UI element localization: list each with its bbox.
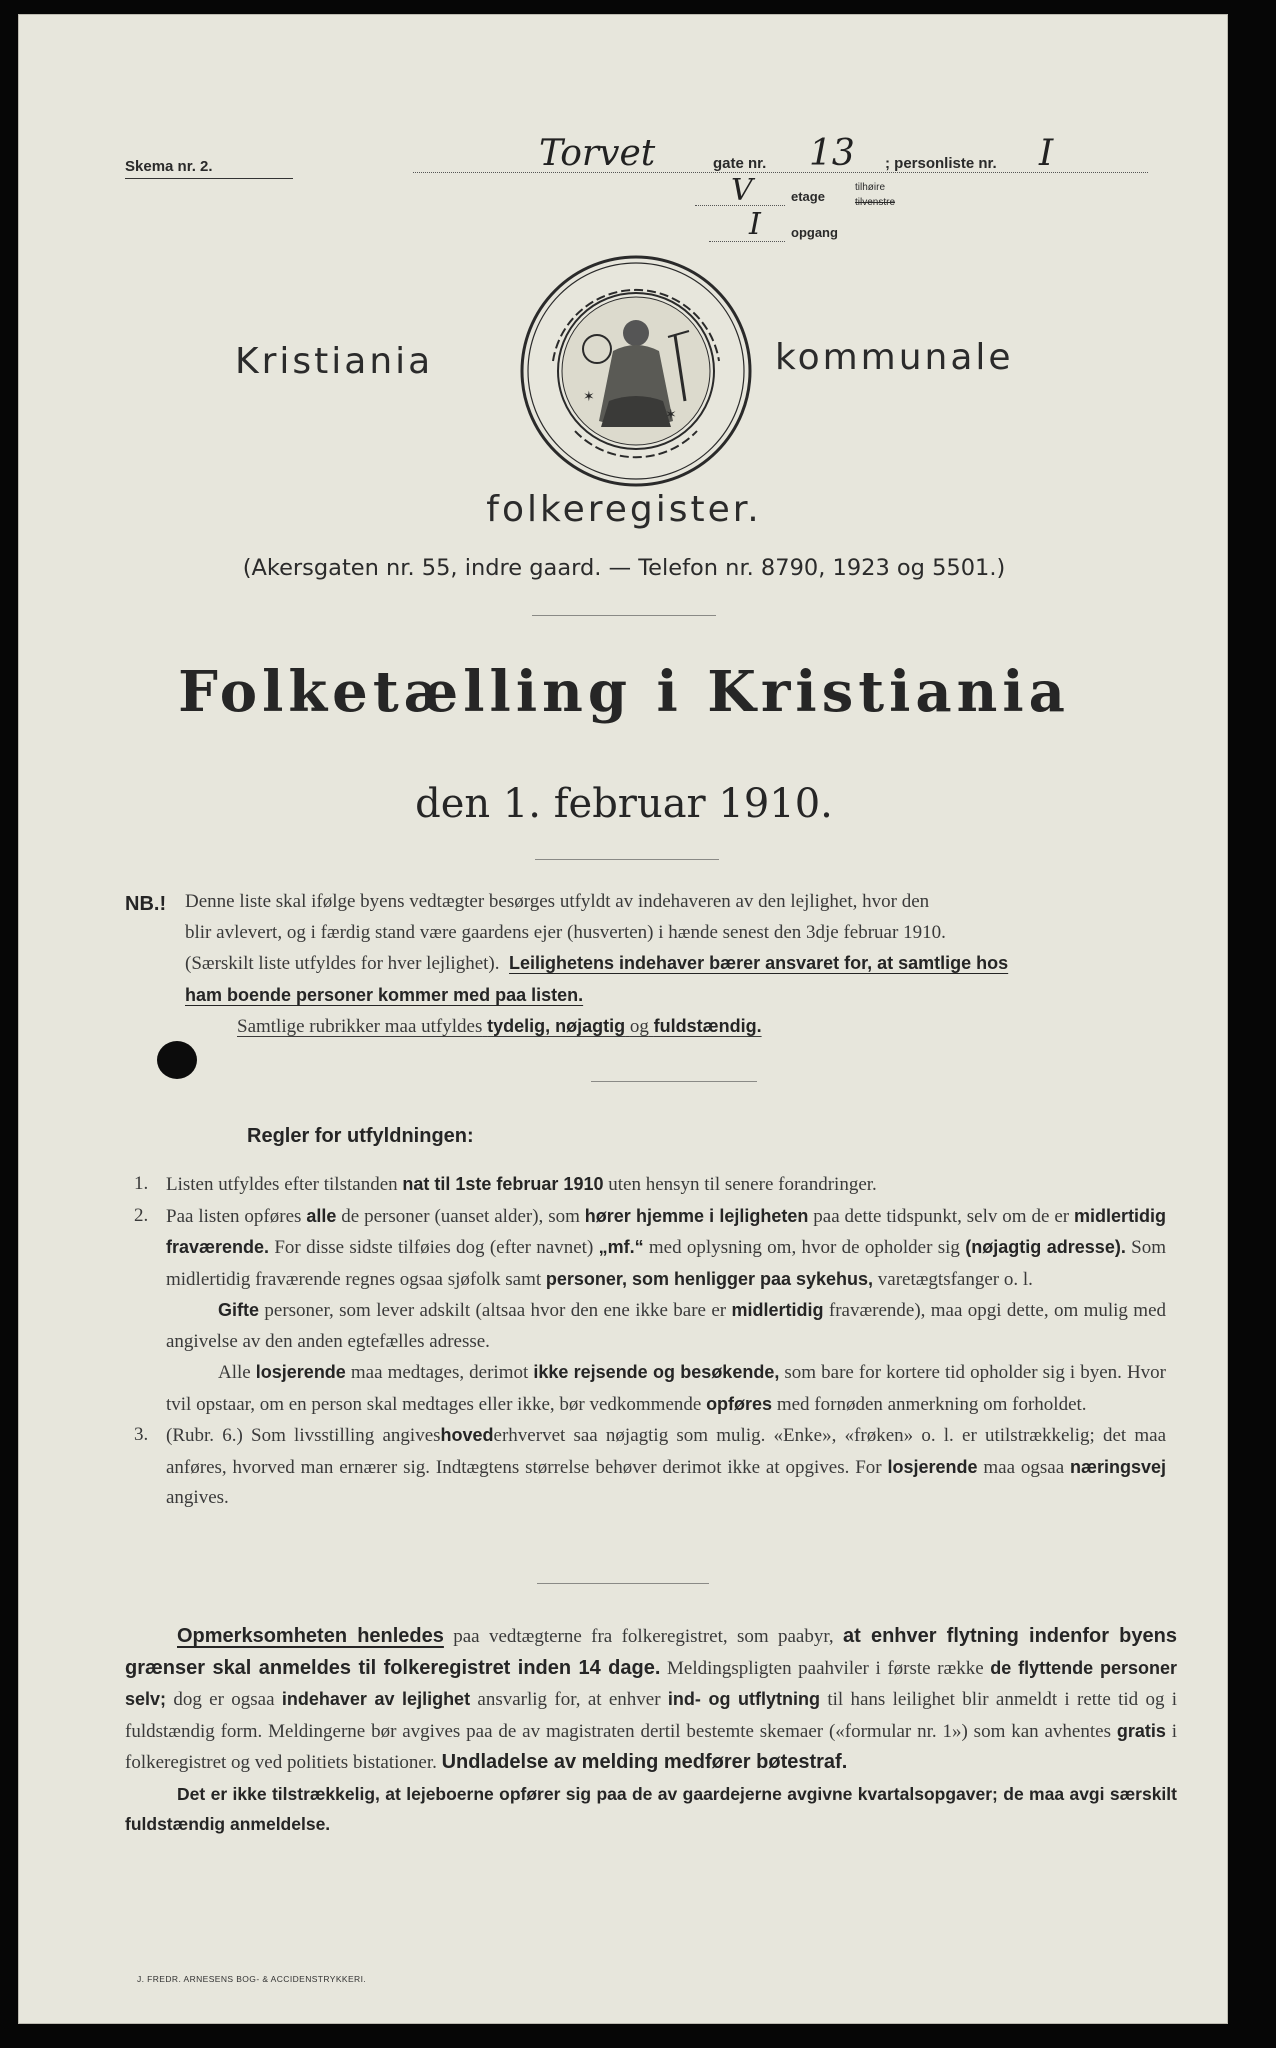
- rule-bold: hoved: [440, 1425, 494, 1445]
- etage-label: etage: [791, 189, 825, 204]
- rule-bold: (nøjagtig adresse).: [965, 1237, 1126, 1257]
- notice-bold: Opmerksomheten henledes: [177, 1625, 444, 1647]
- rule-text: fraværende), maa opgi dette, om mulig med angivelse av den anden egtefælles adresse.: [166, 1300, 1167, 1352]
- rule-number: 1.: [134, 1173, 149, 1194]
- register-address: (Akersgaten nr. 55, indre gaard. — Telefon nr. 8790, 1923 og 5501.): [242, 555, 1006, 581]
- notice-bold: Undladelse av melding medfører bøtestraf.: [441, 1751, 848, 1773]
- rule-text: Paa listen opføres: [166, 1205, 302, 1227]
- rule-text: paa dette tidspunkt, selv om de er: [813, 1205, 1070, 1227]
- rule-text: uten hensyn til senere forandringer.: [608, 1174, 877, 1195]
- rule-bold: „mf.“: [598, 1237, 644, 1257]
- nb-bold: Leilighetens indehaver bærer ansvaret for, at samtlige hos: [509, 953, 1009, 973]
- personliste-label: ; personliste nr.: [885, 155, 997, 172]
- rule-2: [134, 1201, 1167, 1296]
- rule-text: med fornøden anmerkning om forholdet.: [776, 1393, 1087, 1415]
- rule-text: maa ogsaa: [983, 1456, 1065, 1478]
- rule-text: med oplysning om, hvor de opholder sig: [648, 1237, 960, 1258]
- census-form-page: [18, 14, 1228, 2024]
- rules-heading: Regler for utfyldningen:: [247, 1125, 474, 1147]
- rule-bold: hører hjemme i lejligheten: [584, 1205, 809, 1226]
- nb-bold: ham boende personer kommer med paa listen.: [185, 984, 584, 1005]
- ink-blot: [157, 1041, 197, 1079]
- svg-text:✶: ✶: [583, 389, 595, 405]
- etage-value: V: [731, 173, 753, 208]
- rules-list: [134, 1169, 1167, 1514]
- rule-bold: Gifte: [218, 1300, 260, 1320]
- nb-line: [185, 980, 1113, 1012]
- divider: [537, 1583, 709, 1584]
- title-kommunale: kommunale: [775, 337, 1014, 378]
- nb-text: og: [629, 1016, 649, 1037]
- notice-paragraph: [125, 1621, 1177, 1840]
- svg-text:✶: ✶: [665, 407, 677, 423]
- notice-bold: de flyttende personer selv;: [125, 1657, 1177, 1709]
- notice-text: ansvarlig for, at enhver: [477, 1689, 661, 1710]
- rule-text: Alle: [218, 1362, 251, 1383]
- title-kristiania: Kristiania: [235, 341, 434, 382]
- nb-paragraph: [185, 887, 1113, 1043]
- rule-2-married: [166, 1295, 1166, 1357]
- personliste-value: I: [1039, 133, 1054, 174]
- notice-lodgers: Det er ikke tilstrækkelig, at lejeboerne opfører sig paa de av gaardejerne avgivne kvartalsopgaver; de maa avgi særskilt fuldstændig anmeldelse.: [125, 1783, 1177, 1834]
- notice-bold: gratis: [1116, 1720, 1166, 1741]
- rule-bold: losjerende: [887, 1456, 978, 1477]
- notice-moving: [125, 1621, 1177, 1779]
- nb-line: blir avlevert, og i færdig stand være gaardens ejer (husverten) i hænde senest den 3dje februar 1910.: [185, 921, 946, 943]
- rule-bold: næringsvej: [1069, 1456, 1167, 1477]
- rule-text: angives.: [166, 1487, 229, 1508]
- nb-text: Samtlige rubrikker maa utfyldes: [237, 1016, 483, 1037]
- rule-bold: ikke rejsende og besøkende,: [533, 1362, 780, 1382]
- rule-text: de personer (uanset alder), som: [341, 1205, 580, 1227]
- city-seal-icon: [513, 251, 759, 491]
- subtitle-folkeregister: folkeregister.: [486, 489, 762, 530]
- tilhoire-label: tilhøire: [855, 182, 886, 193]
- rule-text: personer, som lever adskilt (altsaa hvor den ene ikke bare er: [264, 1300, 727, 1321]
- rule-2-lodgers: [166, 1357, 1166, 1420]
- printer-imprint: J. FREDR. ARNESENS BOG- & ACCIDENSTRYKKERI.: [137, 1974, 367, 1984]
- nb-line: Denne liste skal ifølge byens vedtægter besørges utfyldt av indehaveren av den lejlighet, hvor den: [185, 891, 930, 912]
- gate-nr-value: 13: [809, 133, 855, 174]
- nb-bold: tydelig, nøjagtig: [487, 1016, 626, 1036]
- rule-bold: midlertidig: [731, 1300, 824, 1320]
- nb-line: [185, 1011, 1113, 1043]
- gate-nr-label: gate nr.: [713, 155, 767, 172]
- divider: [532, 615, 716, 616]
- nb-bold: fuldstændig.: [653, 1016, 762, 1036]
- rule-bold: nat til 1ste februar 1910: [402, 1174, 604, 1194]
- notice-bold: ind- og utflytning: [667, 1689, 820, 1709]
- rule-text: Som midlertidig fraværende regnes ogsaa sjøfolk samt: [166, 1237, 1166, 1290]
- rule-1: [134, 1169, 1166, 1201]
- rule-bold: personer, som henligger paa sykehus,: [545, 1268, 874, 1289]
- rule-text: maa medtages, derimot: [350, 1362, 529, 1383]
- notice-text: paa vedtægterne fra folkeregistret, som paabyr,: [453, 1626, 834, 1647]
- nb-text: (Særskilt liste utfyldes for hver lejlighet).: [185, 953, 500, 974]
- rule-number: 2.: [134, 1204, 149, 1226]
- nb-line: [185, 948, 1113, 980]
- main-title: Folketælling i Kristiania: [178, 659, 1070, 725]
- notice-text: Meldingspligten paahviler i første række: [667, 1657, 984, 1679]
- nb-label: NB.!: [125, 893, 167, 915]
- divider: [535, 859, 719, 860]
- divider: [591, 1081, 757, 1082]
- notice-bold: indehaver av lejlighet: [281, 1689, 471, 1709]
- rule-bold: alle: [306, 1205, 337, 1226]
- street-handwritten: Torvet: [539, 133, 656, 174]
- rule-bold: opføres: [706, 1393, 773, 1414]
- opgang-value: I: [749, 207, 761, 242]
- rule-text: (Rubr. 6.) Som livsstilling angives: [166, 1425, 441, 1446]
- rule-text: varetægtsfanger o. l.: [877, 1268, 1033, 1290]
- tilvenstre-label: tilvenstre: [855, 197, 896, 208]
- rule-text: Listen utfyldes efter tilstanden: [166, 1174, 398, 1195]
- opgang-label: opgang: [791, 225, 838, 240]
- notice-text: til hans leilighet blir anmeldt i rette tid og i fuldstændig form. Meldingerne bør avgives paa de av magistraten dertil bestemte skemaer («formular nr. 1») som kan avhentes: [125, 1689, 1178, 1742]
- rule-text: som bare for kortere tid opholder sig i byen. Hvor tvil opstaar, om en person skal medtages eller ikke, bør vedkommende: [166, 1362, 1167, 1415]
- rule-3: [134, 1420, 1167, 1514]
- notice-text: i folkeregistret og ved politiets bistationer.: [125, 1720, 1177, 1773]
- notice-bold: at enhver flytning indenfor byens grænser skal anmeldes til folkeregistret inden 14 dage.: [125, 1625, 1177, 1679]
- opgang-dotted-line: [709, 241, 785, 242]
- notice-text: dog er ogsaa: [173, 1689, 275, 1710]
- census-date: den 1. februar 1910.: [415, 781, 833, 827]
- rule-text: erhvervet saa nøjagtig som mulig. «Enke», «frøken» o. l. er utilstrækkelig; det maa anføres, hvorved man ernærer sig. Indtægtens størrelse behøver derimot ikke at opgives. For: [166, 1425, 1166, 1478]
- rule-number: 3.: [134, 1424, 149, 1445]
- rule-text: For disse sidste tilføies dog (efter navnet): [274, 1237, 594, 1258]
- rule-bold: losjerende: [255, 1362, 346, 1382]
- rule-bold: midlertidig fraværende.: [166, 1205, 1167, 1257]
- address-dotted-line: [413, 172, 1148, 173]
- skema-label: Skema nr. 2.: [125, 158, 293, 179]
